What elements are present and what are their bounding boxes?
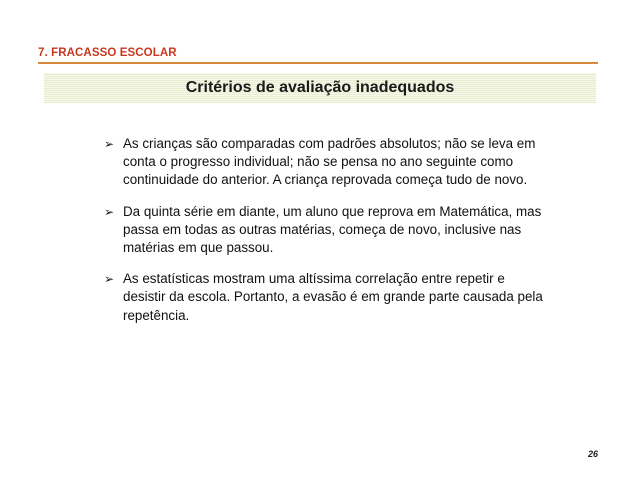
bullet-item xyxy=(104,203,544,258)
arrow-bullet-icon: ➢ xyxy=(104,272,115,287)
bullet-text: As crianças são comparadas com padrões absolutos; não se leva em conta o progresso individual; não se pensa no ano seguinte como continuidade do anterior. A criança reprovada começa tudo de novo. xyxy=(123,136,536,188)
bullet-list xyxy=(104,135,544,338)
section-label: 7. FRACASSO ESCOLAR xyxy=(38,47,177,59)
arrow-bullet-icon: ➢ xyxy=(104,137,115,151)
slide-title: Critérios de avaliação inadequados xyxy=(185,79,455,96)
bullet-item xyxy=(104,270,544,325)
bullet-text: As estatísticas mostram uma altíssima correlação entre repetir e desistir da escola. Portanto, a evasão é em grande parte causada pela repetência. xyxy=(123,271,543,323)
arrow-bullet-icon: ➢ xyxy=(104,204,115,219)
bullet-item xyxy=(104,135,544,190)
page-number: 26 xyxy=(588,449,599,459)
section-divider xyxy=(38,62,598,64)
bullet-text: Da quinta série em diante, um aluno que reprova em Matemática, mas passa em todas as outras matérias, começa de novo, inclusive nas matérias em que passou. xyxy=(123,203,542,256)
